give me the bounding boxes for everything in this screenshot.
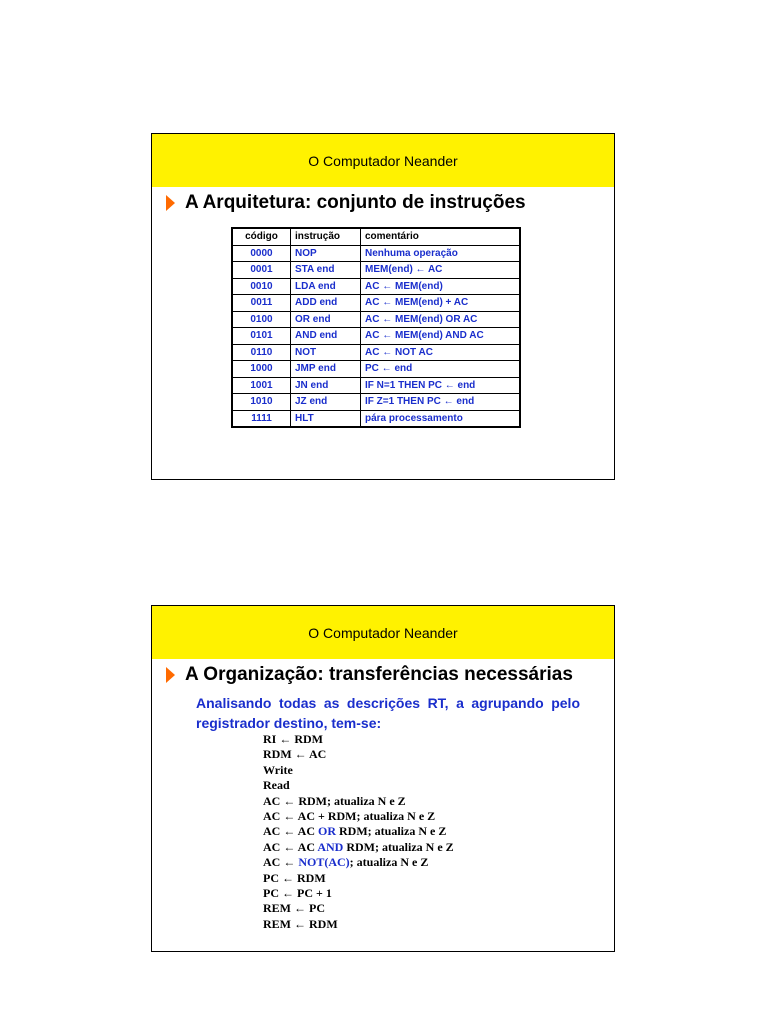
rt-line (263, 840, 454, 855)
cell-comentario: AC ← MEM(end) + AC (361, 295, 521, 312)
heading-text: A Organização: transferências necessárias (185, 664, 573, 685)
cell-codigo: 0010 (232, 278, 291, 295)
rt-line: AC ← RDM; atualiza N e Z (263, 793, 406, 808)
cell-instrucao: JMP end (291, 361, 361, 378)
table-header-row (232, 228, 520, 245)
table-row (232, 328, 520, 345)
rt-text: AC ← AC (263, 839, 318, 854)
rt-line: RI ← RDM (263, 732, 323, 746)
slide-heading (166, 192, 526, 214)
cell-instrucao: JN end (291, 377, 361, 394)
slide-banner (152, 606, 614, 659)
table-row (232, 278, 520, 295)
cell-comentario: MEM(end) ← AC (361, 262, 521, 279)
cell-instrucao: JZ end (291, 394, 361, 411)
rt-text: RDM; atualiza N e Z (343, 839, 454, 854)
table-row (232, 262, 520, 279)
slide-heading (166, 664, 573, 686)
rt-operator-or: OR (318, 824, 337, 839)
cell-instrucao: HLT (291, 410, 361, 427)
table-row (232, 377, 520, 394)
banner-title: O Computador Neander (308, 152, 458, 169)
table-row (232, 245, 520, 262)
cell-instrucao: ADD end (291, 295, 361, 312)
slide-arquitetura (151, 133, 615, 480)
cell-comentario: AC ← MEM(end) AND AC (361, 328, 521, 345)
rt-line (263, 855, 454, 870)
cell-comentario: AC ← NOT AC (361, 344, 521, 361)
cell-comentario: IF N=1 THEN PC ← end (361, 377, 521, 394)
cell-instrucao: NOP (291, 245, 361, 262)
cell-codigo: 0101 (232, 328, 291, 345)
table-row (232, 410, 520, 427)
slide-banner (152, 134, 614, 187)
table-row (232, 361, 520, 378)
rt-text: AC ← AC (263, 824, 319, 839)
cell-instrucao: AND end (291, 328, 361, 345)
bullet-arrow-icon (166, 667, 175, 683)
cell-codigo: 0110 (232, 344, 291, 361)
cell-instrucao: LDA end (291, 278, 361, 295)
cell-comentario: AC ← MEM(end) OR AC (361, 311, 521, 328)
rt-text: AC ← (263, 855, 299, 870)
table-row (232, 344, 520, 361)
bullet-arrow-icon (166, 195, 175, 211)
banner-title: O Computador Neander (308, 624, 458, 641)
cell-codigo: 0100 (232, 311, 291, 328)
cell-comentario: IF Z=1 THEN PC ← end (361, 394, 521, 411)
intro-text: Analisando todas as descrições RT, a agrupando pelo registrador destino, tem-se: (196, 695, 580, 731)
cell-codigo: 1010 (232, 394, 291, 411)
rt-line: RDM ← AC (263, 747, 327, 762)
cell-comentario: AC ← MEM(end) (361, 278, 521, 295)
rt-text: RDM; atualiza N e Z (336, 824, 447, 839)
column-header-comentario: comentário (361, 228, 521, 245)
rt-line (263, 824, 454, 839)
cell-codigo: 0011 (232, 295, 291, 312)
rt-operator-and: AND (317, 839, 344, 854)
cell-codigo: 0000 (232, 245, 291, 262)
cell-instrucao: STA end (291, 262, 361, 279)
heading-text: A Arquitetura: conjunto de instruções (185, 192, 526, 213)
rt-line: PC ← PC + 1 (263, 886, 332, 901)
rt-line: REM ← PC (263, 901, 325, 916)
cell-codigo: 1111 (232, 410, 291, 427)
rt-line: AC ← AC + RDM; atualiza N e Z (263, 809, 436, 824)
rt-transfer-list (263, 732, 454, 932)
rt-line: Read (263, 778, 290, 793)
rt-line: REM ← RDM (263, 916, 338, 931)
table-row (232, 394, 520, 411)
table-row (232, 311, 520, 328)
cell-codigo: 1000 (232, 361, 291, 378)
instruction-table (231, 227, 521, 428)
cell-comentario: PC ← end (361, 361, 521, 378)
cell-instrucao: OR end (291, 311, 361, 328)
rt-line: Write (263, 762, 293, 777)
table-row (232, 295, 520, 312)
rt-operator-not: NOT(AC) (298, 855, 350, 870)
rt-line: PC ← RDM (263, 870, 326, 885)
column-header-instrucao: instrução (291, 228, 361, 245)
rt-text: ; atualiza N e Z (349, 855, 429, 870)
cell-comentario: pára processamento (361, 410, 521, 427)
cell-instrucao: NOT (291, 344, 361, 361)
slide-organizacao (151, 605, 615, 952)
cell-codigo: 0001 (232, 262, 291, 279)
column-header-codigo: código (232, 228, 291, 245)
cell-codigo: 1001 (232, 377, 291, 394)
cell-comentario: Nenhuma operação (361, 245, 521, 262)
